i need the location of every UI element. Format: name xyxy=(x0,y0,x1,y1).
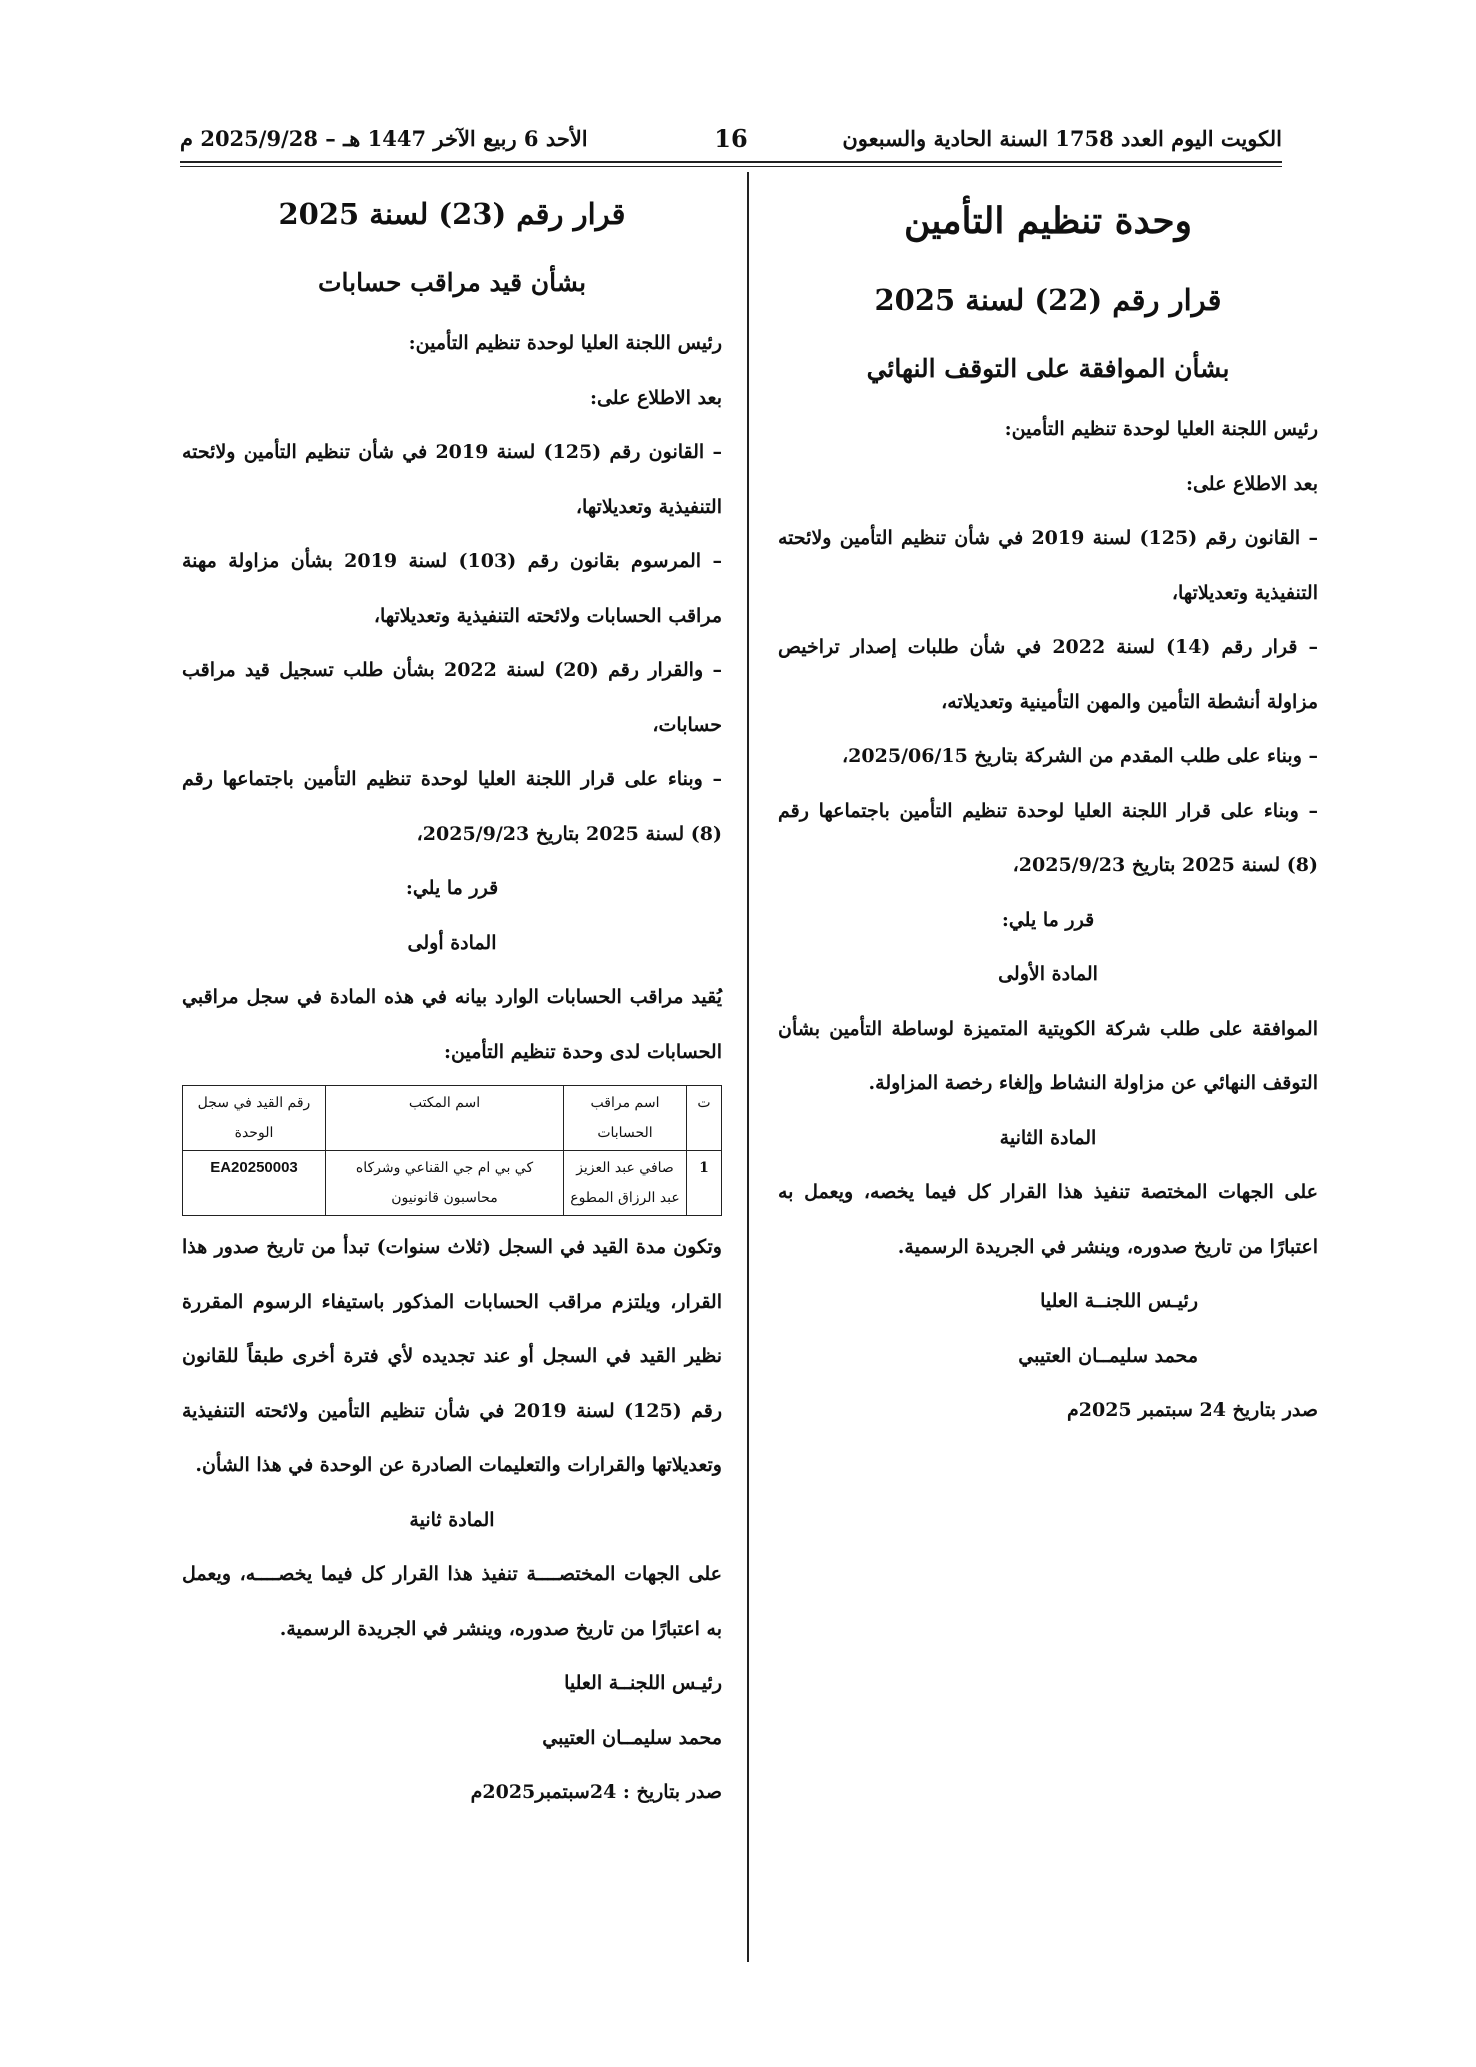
header-rule-thick xyxy=(180,161,1282,163)
registration-terms: وتكون مدة القيد في السجل (ثلاث سنوات) تبدأ من تاريخ صدور هذا القرار، ويلتزم مراقب الحسابات المذكور باستيفاء الرسوم المقررة نظير القيد في السجل أو عند تجديده لأي فترة أخرى طبقاً للقانون رقم (125) لسنة 2019 في شأن تنظيم التأمين ولائحته التنفيذية وتعديلاتها والقرارات والتعليمات الصادرة عن الوحدة في هذا الشأن. xyxy=(182,1236,722,1476)
row-index: 1 xyxy=(687,1151,722,1216)
article-2-text: على الجهات المختصــــة تنفيذ هذا القرار كل فيما يخصــــه، ويعمل به اعتبارًا من تاريخ صدوره، وينشر في الجريدة الرسمية. xyxy=(182,1563,722,1640)
column-header-office-name: اسم المكتب xyxy=(326,1086,564,1151)
legal-reference: – وبناء على قرار اللجنة العليا لوحدة تنظيم التأمين باجتماعها رقم (8) لسنة 2025 بتاريخ 2025/9/23، xyxy=(182,768,722,845)
page-number: 16 xyxy=(714,124,748,153)
signature-title: رئيـس اللجنــة العليا xyxy=(1040,1290,1198,1312)
after-review: بعد الاطلاع على: xyxy=(1185,472,1318,495)
column-header-auditor-name: اسم مراقب الحسابات xyxy=(564,1086,687,1151)
signature-title: رئيـس اللجنــة العليا xyxy=(564,1672,722,1694)
auditor-register-table xyxy=(182,1085,722,1216)
issue-date: صدر بتاريخ 24 سبتمبر 2025م xyxy=(1067,1399,1318,1421)
article-1-title: المادة الأولى xyxy=(998,963,1098,985)
decided-heading: قرر ما يلي: xyxy=(405,877,499,899)
article-2-title: المادة ثانية xyxy=(409,1508,495,1531)
decision-title: قرار رقم (23) لسنة 2025 xyxy=(278,197,626,231)
legal-reference: – قرار رقم (14) لسنة 2022 في شأن طلبات إصدار تراخيص مزاولة أنشطة التأمين والمهن التأمينية وتعديلاته، xyxy=(778,636,1318,713)
legal-reference: – وبناء على قرار اللجنة العليا لوحدة تنظيم التأمين باجتماعها رقم (8) لسنة 2025 بتاريخ 2025/9/23، xyxy=(778,799,1318,876)
signature-name: محمد سليمــان العتيبي xyxy=(1018,1344,1198,1367)
column-divider xyxy=(747,172,749,1962)
table-row xyxy=(183,1151,722,1216)
header-date: الأحد 6 ربيع الآخر 1447 هـ – 2025/9/28 م xyxy=(180,126,588,151)
decision-subject: بشأن الموافقة على التوقف النهائي xyxy=(866,354,1230,383)
column-header-index: ت xyxy=(687,1086,722,1151)
decision-title: قرار رقم (22) لسنة 2025 xyxy=(874,283,1222,317)
decision-subject: بشأن قيد مراقب حسابات xyxy=(317,268,587,297)
section-title: وحدة تنظيم التأمين xyxy=(903,200,1193,242)
issue-date: صدر بتاريخ : 24سبتمبر2025م xyxy=(470,1781,722,1803)
table-header-row xyxy=(183,1086,722,1151)
column-header-register-number: رقم القيد في سجل الوحدة xyxy=(183,1086,326,1151)
office-name: كي بي ام جي القناعي وشركاه محاسبون قانونيون xyxy=(326,1151,564,1216)
legal-reference: – القانون رقم (125) لسنة 2019 في شأن تنظيم التأمين ولائحته التنفيذية وتعديلاتها، xyxy=(182,441,722,518)
header-issue-info: الكويت اليوم العدد 1758 السنة الحادية والسبعون xyxy=(842,126,1282,151)
legal-reference: – وبناء على طلب المقدم من الشركة بتاريخ 2025/06/15، xyxy=(842,745,1318,767)
article-1-text: الموافقة على طلب شركة الكويتية المتميزة لوساطة التأمين بشأن التوقف النهائي عن مزاولة النشاط وإلغاء رخصة المزاولة. xyxy=(778,1017,1318,1094)
decision-22-column xyxy=(778,178,1318,1438)
header-rule-thin xyxy=(180,166,1282,167)
legal-reference: – القانون رقم (125) لسنة 2019 في شأن تنظيم التأمين ولائحته التنفيذية وتعديلاتها، xyxy=(778,527,1318,604)
legal-reference: – والقرار رقم (20) لسنة 2022 بشأن طلب تسجيل قيد مراقب حسابات، xyxy=(182,659,723,736)
decision-intro: رئيس اللجنة العليا لوحدة تنظيم التأمين: xyxy=(1004,418,1318,440)
article-1-title: المادة أولى xyxy=(407,931,497,954)
after-review: بعد الاطلاع على: xyxy=(589,386,722,409)
register-number: EA20250003 xyxy=(183,1151,326,1216)
article-2-text: على الجهات المختصة تنفيذ هذا القرار كل فيما يخصه، ويعمل به اعتبارًا من تاريخ صدوره، وينشر في الجريدة الرسمية. xyxy=(778,1181,1318,1258)
auditor-name: صافي عبد العزيز عبد الرزاق المطوع xyxy=(564,1151,687,1216)
signature-name: محمد سليمــان العتيبي xyxy=(542,1726,722,1749)
legal-reference: – المرسوم بقانون رقم (103) لسنة 2019 بشأن مزاولة مهنة مراقب الحسابات ولائحته التنفيذية وتعديلاتها، xyxy=(182,550,722,627)
decided-heading: قرر ما يلي: xyxy=(1001,908,1095,931)
article-2-title: المادة الثانية xyxy=(999,1126,1097,1149)
decision-intro: رئيس اللجنة العليا لوحدة تنظيم التأمين: xyxy=(408,332,722,354)
decision-23-column xyxy=(182,178,722,1820)
page-header xyxy=(180,122,1282,158)
article-1-text: يُقيد مراقب الحسابات الوارد بيانه في هذه المادة في سجل مراقبي الحسابات لدى وحدة تنظيم التأمين: xyxy=(182,986,722,1063)
